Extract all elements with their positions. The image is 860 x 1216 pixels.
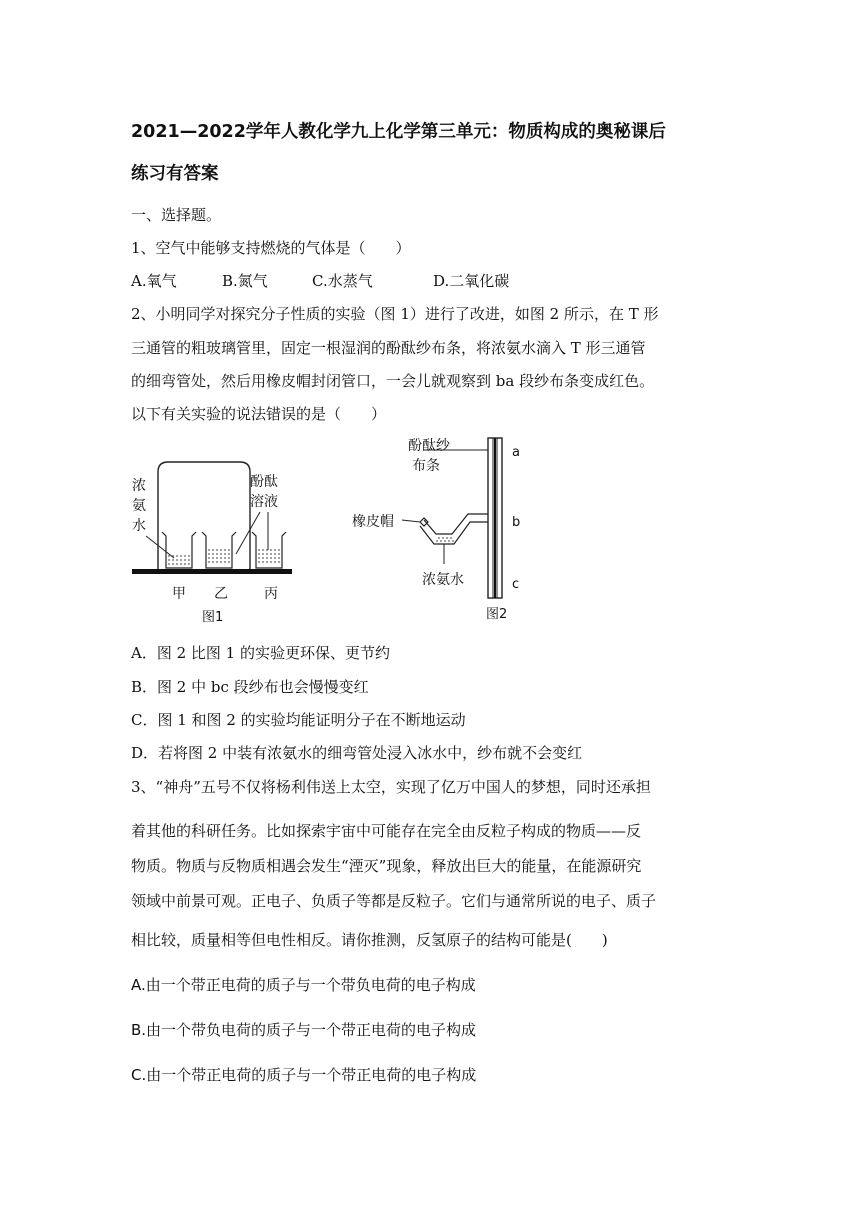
figure-2-label-ammonia: 浓氨水 [422,572,464,588]
figure-2-point-a: a [512,445,520,460]
figure-1-label-phenolphthalein-2: 溶液 [250,494,278,510]
figure-2-label-strip-2: 布条 [412,458,440,474]
figure-2-diagram [350,432,550,632]
figure-1-caption: 图1 [202,610,224,625]
figure-1-diagram [128,450,328,630]
figure-2-point-c: c [512,577,520,592]
figure-1-beaker-jia: 甲 [172,586,186,602]
figure-2-caption: 图2 [486,607,508,622]
question-1-option-d: D.二氧化碳 [433,272,510,290]
question-2-option-b: B．图 2 中 bc 段纱布也会慢慢变红 [131,678,369,696]
question-3-stem-line-3: 物质。物质与反物质相遇会发生“湮灭”现象，释放出巨大的能量，在能源研究 [131,857,642,875]
question-3-option-a: A.由一个带正电荷的质子与一个带负电荷的电子构成 [131,976,476,994]
question-2-option-c: C．图 1 和图 2 的实验均能证明分子在不断地运动 [131,711,466,729]
question-1-option-c: C.水蒸气 [312,272,373,290]
figure-1-label-phenolphthalein-1: 酚酞 [250,474,278,490]
question-3-stem-line-2: 着其他的科研任务。比如探索宇宙中可能存在完全由反粒子构成的物质——反 [131,822,642,840]
question-2-stem-line-4: 以下有关实验的说法错误的是（ ） [131,405,387,423]
question-1-stem: 1、空气中能够支持燃烧的气体是（ ） [131,239,411,257]
question-1-option-a: A.氧气 [131,272,177,290]
question-2-stem-line-3: 的细弯管处，然后用橡皮帽封闭管口，一会儿就观察到 ba 段纱布条变成红色。 [131,372,655,390]
figure-1-label-ammonia-3: 水 [132,518,146,534]
figure-1-beaker-bing: 丙 [264,586,278,602]
question-2-stem-line-2: 三通管的粗玻璃管里，固定一根湿润的酚酞纱布条，将浓氨水滴入 T 形三通管 [131,339,646,357]
question-2-option-d: D．若将图 2 中装有浓氨水的细弯管处浸入冰水中，纱布就不会变红 [131,744,583,762]
figure-1-label-ammonia-1: 浓 [132,478,146,494]
document-title-line-2: 练习有答案 [131,164,219,184]
question-3-stem-line-4: 领域中前景可观。正电子、负质子等都是反粒子。它们与通常所说的电子、质子 [131,892,657,910]
question-3-option-b: B.由一个带负电荷的质子与一个带正电荷的电子构成 [131,1021,477,1039]
question-3-stem-line-5: 相比较，质量相等但电性相反。请你推测，反氢原子的结构可能是( ) [131,931,608,949]
question-2-option-a: A．图 2 比图 1 的实验更环保、更节约 [131,644,390,662]
question-1-option-b: B.氮气 [222,272,268,290]
figure-1-beaker-yi: 乙 [214,586,228,602]
section-heading: 一、选择题。 [131,206,222,224]
question-2-stem-line-1: 2、小明同学对探究分子性质的实验（图 1）进行了改进，如图 2 所示，在 T 形 [131,305,659,323]
question-3-option-c: C.由一个带正电荷的质子与一个带正电荷的电子构成 [131,1066,477,1084]
figure-2-point-b: b [512,515,521,530]
figure-2-label-cap: 橡皮帽 [352,514,394,530]
figure-1-label-ammonia-2: 氨 [132,498,146,514]
figure-2-label-strip-1: 酚酞纱 [408,438,450,454]
question-3-stem-line-1: 3、“神舟”五号不仅将杨利伟送上太空，实现了亿万中国人的梦想，同时还承担 [131,778,651,796]
document-title-line-1: 2021—2022学年人教化学九上化学第三单元：物质构成的奥秘课后 [131,122,666,142]
